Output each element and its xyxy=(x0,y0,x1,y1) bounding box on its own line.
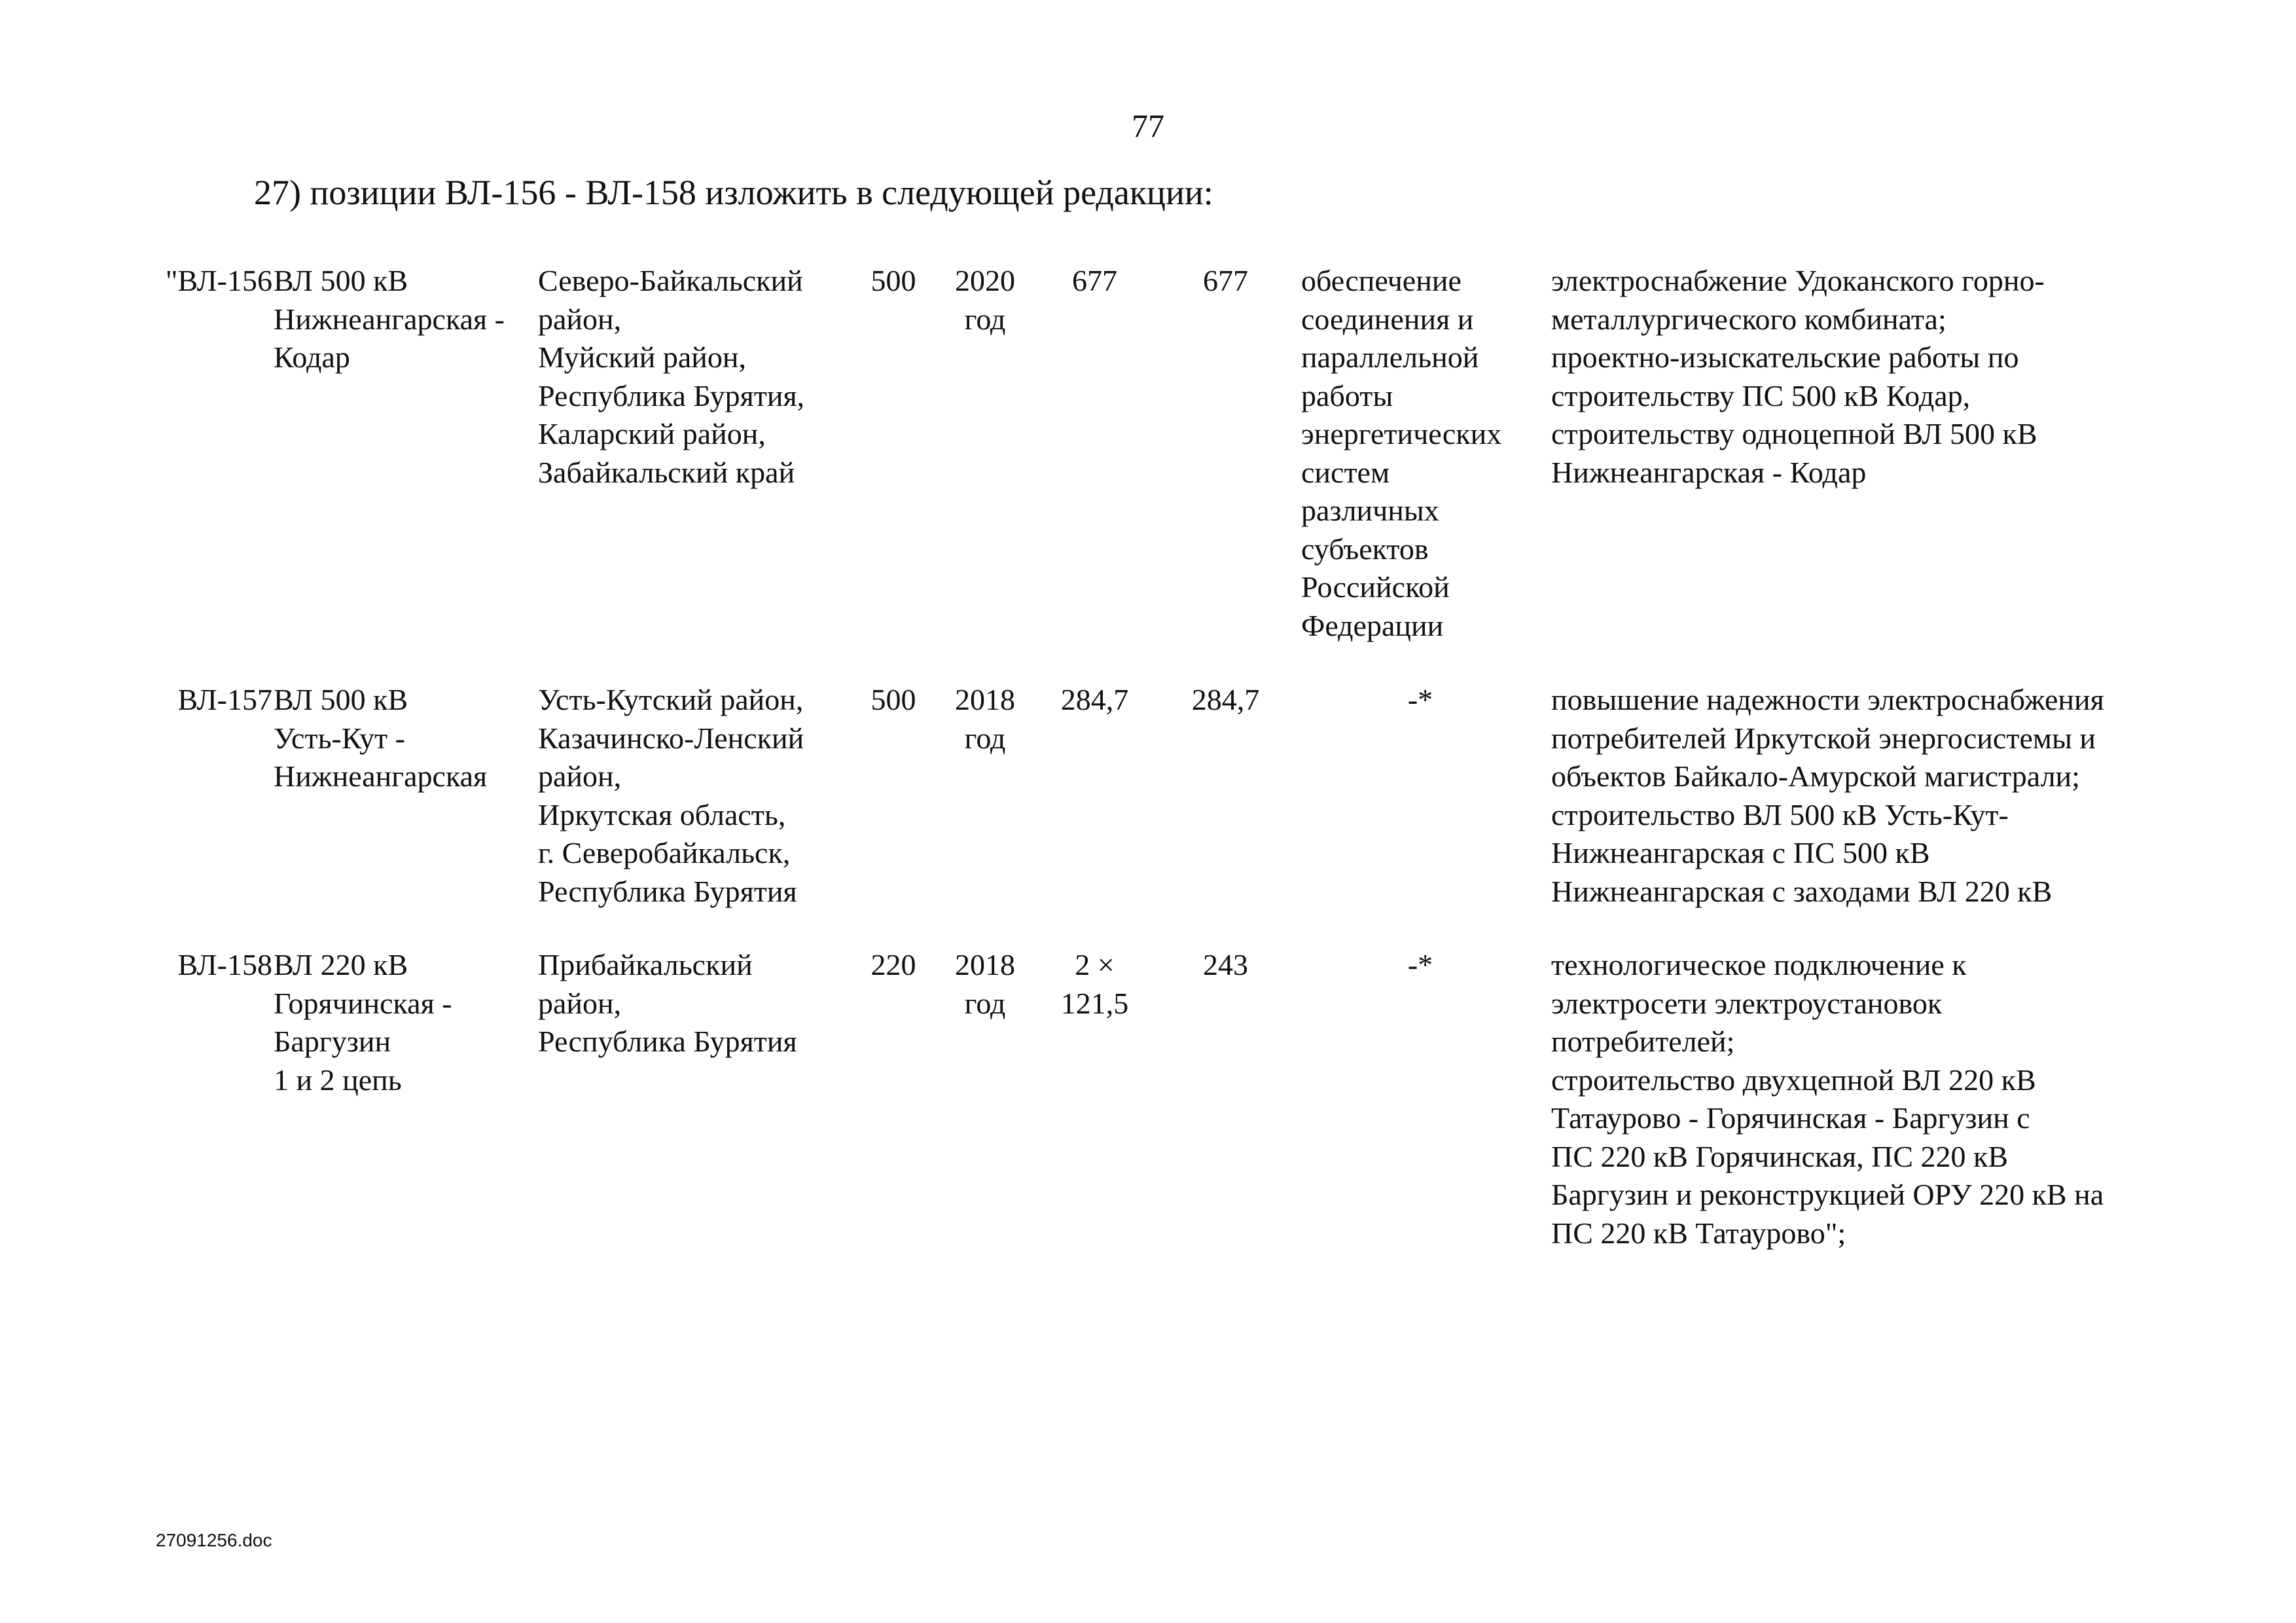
entry-year: 2018 год xyxy=(955,948,1015,1020)
entry-length-total: 284,7 xyxy=(1191,683,1260,716)
entry-code: "ВЛ-156 xyxy=(165,264,272,297)
entry-length: 677 xyxy=(1072,264,1117,297)
entry-length: 2 × 121,5 xyxy=(1060,948,1129,1020)
entry-location: Северо-Байкальский район, Муйский район, Республика Бурятия, Каларский район, Забайкальский край xyxy=(538,264,805,489)
entry-code: ВЛ-157 xyxy=(177,683,272,716)
entry-voltage: 500 xyxy=(870,683,916,716)
entry-purpose: -* xyxy=(1407,683,1433,716)
entry-location: Усть-Кутский район, Казачинско-Ленский район, Иркутская область, г. Северобайкальск, Республика Бурятия xyxy=(538,683,804,908)
page-number: 77 xyxy=(1132,107,1164,144)
document-filename: 27091256.doc xyxy=(156,1530,272,1550)
entry-name: ВЛ 500 кВ Нижнеангарская - Кодар xyxy=(274,264,505,374)
entry-year: 2020 год xyxy=(955,264,1015,336)
entry-name: ВЛ 500 кВ Усть-Кут - Нижнеангарская xyxy=(274,683,488,793)
entry-name: ВЛ 220 кВ Горячинская - Баргузин 1 и 2 цепь xyxy=(274,948,452,1097)
entry-purpose: обеспечение соединения и параллельной работы энергетических систем различных субъектов Российской Федерации xyxy=(1301,264,1502,642)
entry-voltage: 500 xyxy=(870,264,916,297)
entry-reason: электроснабжение Удоканского горно- металлургического комбината; проектно-изыскательские работы по строительству ПС 500 кВ Кодар, строительству одноцепной ВЛ 500 кВ Нижнеангарская - Кодар xyxy=(1551,264,2045,489)
entry-voltage: 220 xyxy=(870,948,916,981)
entry-purpose: -* xyxy=(1407,948,1433,981)
entry-location: Прибайкальский район, Республика Бурятия xyxy=(538,948,797,1058)
entry-code: ВЛ-158 xyxy=(177,948,272,981)
entry-length: 284,7 xyxy=(1060,683,1129,716)
entry-reason: технологическое подключение к электросети электроустановок потребителей; строительство двухцепной ВЛ 220 кВ Татаурово - Горячинская - Баргузин с ПС 220 кВ Горячинская, ПС 220 кВ Баргузин и реконструкцией ОРУ 220 кВ на ПС 220 кВ Татаурово"; xyxy=(1551,948,2104,1250)
entry-year: 2018 год xyxy=(955,683,1015,755)
entry-reason: повышение надежности электроснабжения потребителей Иркутской энергосистемы и объектов Байкало-Амурской магистрали; строительство ВЛ 500 кВ Усть-Кут- Нижнеангарская с ПС 500 кВ Нижнеангарская с заходами ВЛ 220 кВ xyxy=(1551,683,2104,908)
entry-length-total: 243 xyxy=(1203,948,1248,981)
entry-length-total: 677 xyxy=(1203,264,1248,297)
intro-paragraph: 27) позиции ВЛ-156 - ВЛ-158 изложить в следующей редакции: xyxy=(254,173,1213,212)
